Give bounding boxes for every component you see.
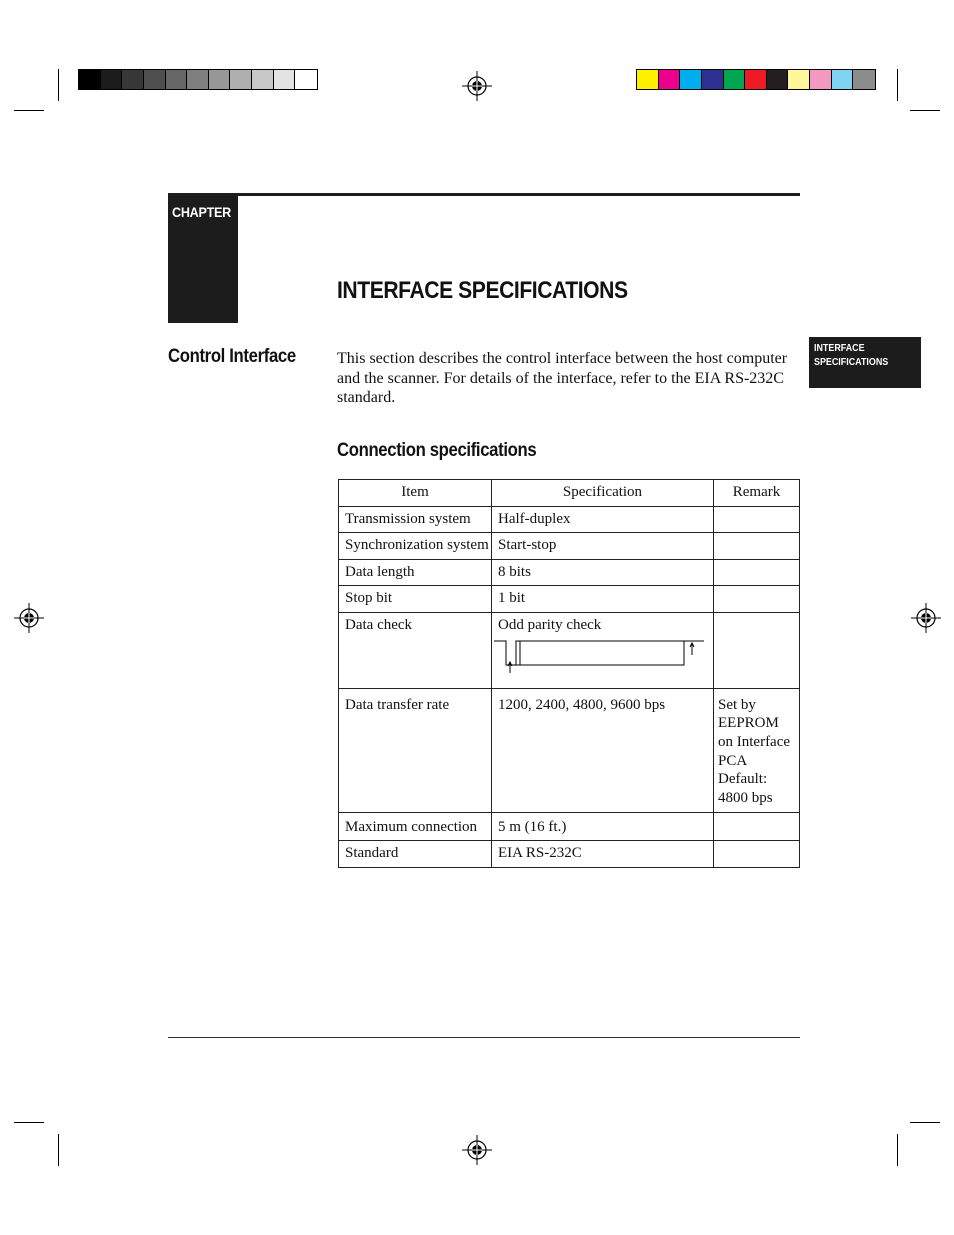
parity-timing-diagram — [494, 635, 704, 673]
spec-cell-text: Odd parity check — [498, 616, 602, 633]
color-swatch — [788, 70, 810, 89]
table-row — [339, 612, 800, 688]
crop-mark — [910, 110, 940, 111]
registration-mark-icon — [911, 603, 941, 633]
color-swatch — [659, 70, 681, 89]
item-cell: Synchronization system — [339, 533, 492, 560]
connection-spec-table — [338, 479, 800, 868]
intro-paragraph: This section describes the control interface between the host computer and the scanner. For details of the interface, refer to the EIA RS-232C standard. — [337, 350, 788, 406]
color-swatch — [680, 70, 702, 89]
remark-cell: Set by EEPROM on Interface PCA Default: 4800 bps — [714, 688, 800, 812]
spec-cell: 1200, 2400, 4800, 9600 bps — [492, 688, 714, 812]
crop-mark — [897, 1134, 898, 1166]
remark-cell — [714, 506, 800, 533]
column-header: Item — [339, 480, 492, 507]
column-header: Remark — [714, 480, 800, 507]
color-swatch — [724, 70, 746, 89]
item-cell: Maximum connection — [339, 812, 492, 841]
column-header: Specification — [492, 480, 714, 507]
color-swatch — [79, 70, 101, 89]
remark-cell — [714, 841, 800, 868]
spec-cell: Start-stop — [492, 533, 714, 560]
color-calibration-bar — [636, 69, 876, 90]
color-swatch — [144, 70, 166, 89]
top-rule — [168, 193, 800, 196]
table-row — [339, 812, 800, 841]
crop-mark — [910, 1122, 940, 1123]
item-cell: Data transfer rate — [339, 688, 492, 812]
crop-mark — [14, 110, 44, 111]
color-swatch — [810, 70, 832, 89]
registration-mark-icon — [14, 603, 44, 633]
table-row — [339, 586, 800, 613]
registration-mark-icon — [462, 71, 492, 101]
table-row — [339, 688, 800, 812]
spec-cell: Half-duplex — [492, 506, 714, 533]
chapter-label: CHAPTER — [172, 204, 232, 220]
side-tab-label: INTERFACE SPECIFICATIONS — [814, 342, 889, 368]
spec-cell: 5 m (16 ft.) — [492, 812, 714, 841]
color-swatch — [274, 70, 296, 89]
grayscale-calibration-bar — [78, 69, 318, 90]
spec-cell: EIA RS-232C — [492, 841, 714, 868]
color-swatch — [166, 70, 188, 89]
item-cell: Stop bit — [339, 586, 492, 613]
color-swatch — [745, 70, 767, 89]
table-row — [339, 506, 800, 533]
remark-cell — [714, 533, 800, 560]
color-swatch — [637, 70, 659, 89]
spec-cell: 1 bit — [492, 586, 714, 613]
remark-cell — [714, 559, 800, 586]
color-swatch — [122, 70, 144, 89]
color-swatch — [209, 70, 231, 89]
item-cell: Transmission system — [339, 506, 492, 533]
bottom-rule — [168, 1037, 800, 1038]
spec-cell: 8 bits — [492, 559, 714, 586]
table-header-row — [339, 480, 800, 507]
table-row — [339, 559, 800, 586]
remark-cell — [714, 612, 800, 688]
color-swatch — [295, 70, 317, 89]
remark-cell — [714, 812, 800, 841]
crop-mark — [897, 69, 898, 101]
color-swatch — [252, 70, 274, 89]
color-swatch — [187, 70, 209, 89]
crop-mark — [14, 1122, 44, 1123]
color-swatch — [230, 70, 252, 89]
subsection-heading: Connection specifications — [337, 440, 537, 461]
color-swatch — [832, 70, 854, 89]
item-cell: Standard — [339, 841, 492, 868]
remark-cell — [714, 586, 800, 613]
item-cell: Data check — [339, 612, 492, 688]
color-swatch — [702, 70, 724, 89]
registration-mark-icon — [462, 1135, 492, 1165]
crop-mark — [58, 69, 59, 101]
page-title: INTERFACE SPECIFICATIONS — [337, 277, 628, 304]
table-row — [339, 841, 800, 868]
color-swatch — [853, 70, 875, 89]
item-cell: Data length — [339, 559, 492, 586]
color-swatch — [767, 70, 789, 89]
table-row — [339, 533, 800, 560]
crop-mark — [58, 1134, 59, 1166]
color-swatch — [101, 70, 123, 89]
section-heading: Control Interface — [168, 346, 296, 367]
spec-cell — [492, 612, 714, 688]
